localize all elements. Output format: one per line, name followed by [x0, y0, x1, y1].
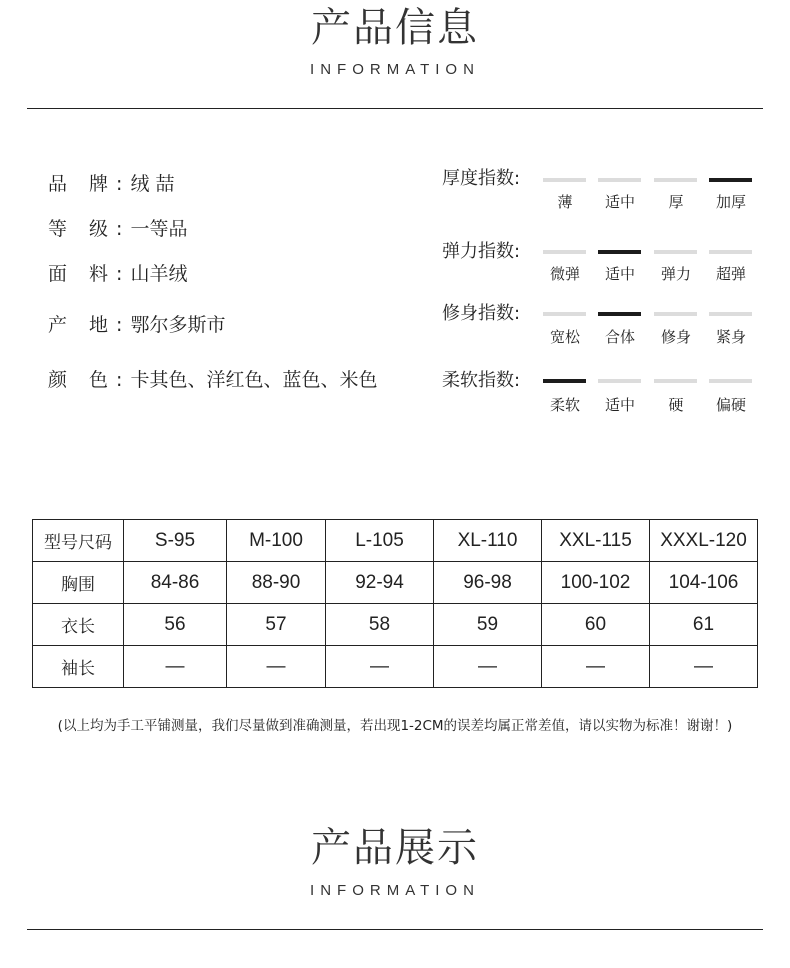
- table-cell: —: [227, 646, 326, 688]
- index-elasticity-bar: [654, 250, 697, 254]
- index-thickness-level: 加厚: [715, 193, 746, 211]
- index-softness-bar: [654, 379, 697, 383]
- index-fit-bar: [709, 312, 752, 316]
- table-row-header: 胸围: [33, 562, 124, 604]
- index-thickness-level: 厚: [668, 193, 684, 211]
- table-cell: —: [124, 646, 227, 688]
- index-softness-level: 适中: [604, 396, 635, 414]
- attr-fabric-value: 山羊绒: [130, 263, 188, 285]
- section-title-display: 产品展示: [311, 825, 479, 871]
- index-thickness-bar: [709, 178, 752, 182]
- index-elasticity-level: 弹力: [660, 265, 691, 283]
- index-fit-level: 合体: [604, 328, 635, 346]
- attr-color: [48, 371, 377, 390]
- table-cell: 100-102: [542, 562, 650, 604]
- table-cell: —: [326, 646, 434, 688]
- table-cell: 88-90: [227, 562, 326, 604]
- index-elasticity-level: 适中: [604, 265, 635, 283]
- size-table-header-row: [33, 520, 758, 562]
- section-subtitle-display: INFORMATION: [310, 882, 480, 899]
- table-row: [33, 562, 758, 604]
- attr-brand-label: 品 牌:: [48, 173, 131, 195]
- measurement-note: (以上均为手工平铺测量，我们尽量做到准确测量，若出现1-2CM的误差均属正常差值，请以实物为标准！谢谢！): [57, 718, 733, 734]
- table-cell: 56: [124, 604, 227, 646]
- index-softness-label: 柔软指数:: [442, 370, 521, 391]
- table-header-cell: L-105: [326, 520, 434, 562]
- attr-origin-value: 鄂尔多斯市: [130, 314, 226, 336]
- index-softness-bar: [709, 379, 752, 383]
- attr-origin-label: 产 地:: [48, 314, 131, 336]
- attr-grade-label: 等 级:: [48, 218, 131, 240]
- index-fit-bar: [654, 312, 697, 316]
- index-softness-level: 柔软: [549, 396, 580, 414]
- index-elasticity-bar: [543, 250, 586, 254]
- table-header-cell: M-100: [227, 520, 326, 562]
- table-header-cell: XXL-115: [542, 520, 650, 562]
- index-thickness-bar: [598, 178, 641, 182]
- attr-color-label: 颜 色:: [48, 369, 131, 391]
- attr-brand-value: 绒 喆: [130, 173, 175, 195]
- attr-grade: [48, 220, 187, 239]
- index-softness-level: 硬: [668, 396, 684, 414]
- index-elasticity-level: 超弹: [715, 265, 746, 283]
- index-softness-level: 偏硬: [715, 396, 746, 414]
- index-elasticity-bar: [709, 250, 752, 254]
- table-cell: 96-98: [434, 562, 542, 604]
- table-cell: 84-86: [124, 562, 227, 604]
- index-softness-bar: [543, 379, 586, 383]
- table-cell: 57: [227, 604, 326, 646]
- section-divider-info: [27, 108, 763, 109]
- attr-fabric: [48, 265, 187, 284]
- table-cell: 58: [326, 604, 434, 646]
- index-thickness-bar: [543, 178, 586, 182]
- attr-grade-value: 一等品: [130, 218, 188, 240]
- index-softness-bar: [598, 379, 641, 383]
- table-cell: 60: [542, 604, 650, 646]
- section-title-info: 产品信息: [311, 5, 479, 51]
- index-fit-level: 宽松: [549, 328, 580, 346]
- table-header-cell: 型号尺码: [33, 520, 124, 562]
- index-elasticity-bar: [598, 250, 641, 254]
- table-cell: 92-94: [326, 562, 434, 604]
- table-cell: 59: [434, 604, 542, 646]
- index-thickness-level: 薄: [557, 193, 573, 211]
- index-thickness-level: 适中: [604, 193, 635, 211]
- index-elasticity-label: 弹力指数:: [442, 241, 521, 262]
- section-subtitle-info: INFORMATION: [310, 61, 480, 78]
- index-thickness-label: 厚度指数:: [442, 168, 521, 189]
- table-row: [33, 604, 758, 646]
- table-header-cell: S-95: [124, 520, 227, 562]
- index-fit-level: 修身: [660, 328, 691, 346]
- index-elasticity-level: 微弹: [549, 265, 580, 283]
- table-header-cell: XL-110: [434, 520, 542, 562]
- attr-color-value: 卡其色、洋红色、蓝色、米色: [130, 369, 378, 391]
- table-row-header: 袖长: [33, 646, 124, 688]
- section-divider-display: [27, 929, 763, 930]
- index-thickness-bar: [654, 178, 697, 182]
- index-fit-level: 紧身: [715, 328, 746, 346]
- index-fit-bar: [598, 312, 641, 316]
- attr-fabric-label: 面 料:: [48, 263, 131, 285]
- table-cell: —: [434, 646, 542, 688]
- table-cell: 61: [650, 604, 758, 646]
- index-fit-bar: [543, 312, 586, 316]
- table-row: [33, 646, 758, 688]
- index-fit-label: 修身指数:: [442, 303, 521, 324]
- attr-origin: [48, 316, 225, 335]
- attr-brand: [48, 175, 175, 194]
- size-table: [32, 519, 758, 688]
- table-cell: 104-106: [650, 562, 758, 604]
- table-cell: —: [542, 646, 650, 688]
- table-header-cell: XXXL-120: [650, 520, 758, 562]
- table-row-header: 衣长: [33, 604, 124, 646]
- table-cell: —: [650, 646, 758, 688]
